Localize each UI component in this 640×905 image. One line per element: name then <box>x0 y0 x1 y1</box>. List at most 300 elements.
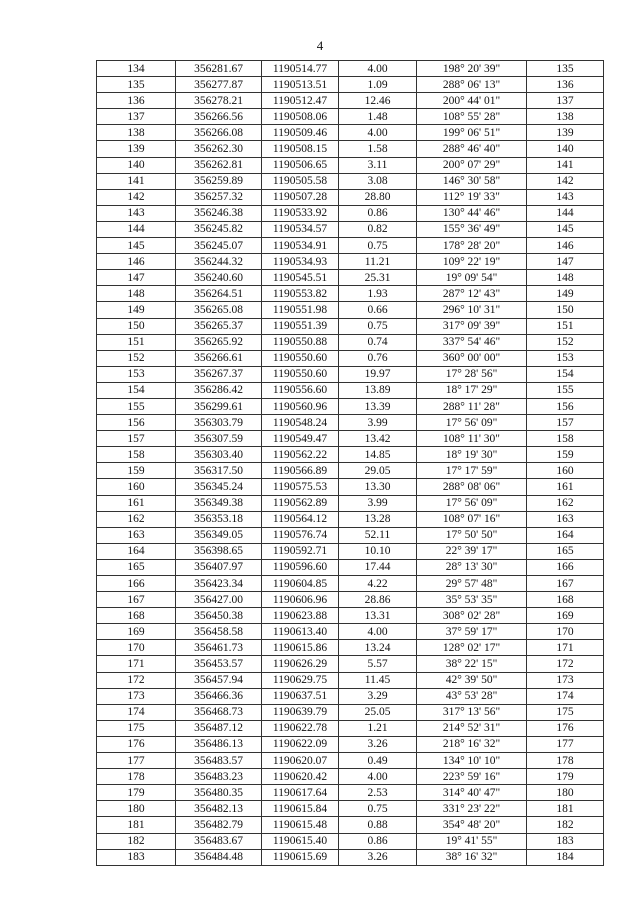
table-row <box>97 785 604 801</box>
distance-cell: 3.08 <box>339 173 417 189</box>
x-coordinate-cell: 356281.67 <box>176 61 262 77</box>
table-row <box>97 656 604 672</box>
y-coordinate-cell: 1190626.29 <box>262 656 339 672</box>
x-coordinate-cell: 356317.50 <box>176 463 262 479</box>
point-from-cell: 182 <box>97 833 176 849</box>
point-from-cell: 146 <box>97 254 176 270</box>
x-coordinate-cell: 356278.21 <box>176 93 262 109</box>
bearing-cell: 134° 10' 10" <box>417 753 527 769</box>
point-from-cell: 158 <box>97 447 176 463</box>
point-to-cell: 181 <box>527 801 604 817</box>
table-row <box>97 559 604 575</box>
y-coordinate-cell: 1190534.91 <box>262 238 339 254</box>
coordinates-table-body <box>97 61 604 866</box>
point-to-cell: 168 <box>527 592 604 608</box>
distance-cell: 0.75 <box>339 801 417 817</box>
point-to-cell: 139 <box>527 125 604 141</box>
point-from-cell: 164 <box>97 543 176 559</box>
distance-cell: 3.26 <box>339 736 417 752</box>
y-coordinate-cell: 1190604.85 <box>262 576 339 592</box>
point-from-cell: 174 <box>97 704 176 720</box>
y-coordinate-cell: 1190550.88 <box>262 334 339 350</box>
bearing-cell: 146° 30' 58" <box>417 173 527 189</box>
point-from-cell: 145 <box>97 238 176 254</box>
table-row <box>97 447 604 463</box>
point-to-cell: 156 <box>527 398 604 414</box>
bearing-cell: 354° 48' 20" <box>417 817 527 833</box>
point-from-cell: 161 <box>97 495 176 511</box>
distance-cell: 17.44 <box>339 559 417 575</box>
bearing-cell: 112° 19' 33" <box>417 189 527 205</box>
point-to-cell: 179 <box>527 769 604 785</box>
point-from-cell: 168 <box>97 608 176 624</box>
distance-cell: 1.09 <box>339 77 417 93</box>
point-from-cell: 140 <box>97 157 176 173</box>
point-to-cell: 174 <box>527 688 604 704</box>
table-row <box>97 221 604 237</box>
y-coordinate-cell: 1190534.93 <box>262 254 339 270</box>
x-coordinate-cell: 356267.37 <box>176 366 262 382</box>
point-to-cell: 175 <box>527 704 604 720</box>
point-to-cell: 149 <box>527 286 604 302</box>
table-row <box>97 254 604 270</box>
point-from-cell: 149 <box>97 302 176 318</box>
bearing-cell: 288° 08' 06" <box>417 479 527 495</box>
point-from-cell: 176 <box>97 736 176 752</box>
point-from-cell: 141 <box>97 173 176 189</box>
table-row <box>97 61 604 77</box>
point-to-cell: 158 <box>527 431 604 447</box>
table-row <box>97 511 604 527</box>
x-coordinate-cell: 356245.82 <box>176 221 262 237</box>
bearing-cell: 317° 13' 56" <box>417 704 527 720</box>
point-to-cell: 162 <box>527 495 604 511</box>
x-coordinate-cell: 356303.79 <box>176 415 262 431</box>
bearing-cell: 200° 44' 01" <box>417 93 527 109</box>
bearing-cell: 296° 10' 31" <box>417 302 527 318</box>
x-coordinate-cell: 356266.08 <box>176 125 262 141</box>
y-coordinate-cell: 1190556.60 <box>262 382 339 398</box>
bearing-cell: 42° 39' 50" <box>417 672 527 688</box>
y-coordinate-cell: 1190513.51 <box>262 77 339 93</box>
x-coordinate-cell: 356277.87 <box>176 77 262 93</box>
x-coordinate-cell: 356482.13 <box>176 801 262 817</box>
table-row <box>97 769 604 785</box>
y-coordinate-cell: 1190551.39 <box>262 318 339 334</box>
y-coordinate-cell: 1190533.92 <box>262 205 339 221</box>
point-to-cell: 165 <box>527 543 604 559</box>
x-coordinate-cell: 356484.48 <box>176 849 262 865</box>
table-row <box>97 640 604 656</box>
point-to-cell: 176 <box>527 720 604 736</box>
point-from-cell: 172 <box>97 672 176 688</box>
point-from-cell: 171 <box>97 656 176 672</box>
bearing-cell: 178° 28' 20" <box>417 238 527 254</box>
bearing-cell: 128° 02' 17" <box>417 640 527 656</box>
y-coordinate-cell: 1190550.60 <box>262 366 339 382</box>
bearing-cell: 17° 28' 56" <box>417 366 527 382</box>
y-coordinate-cell: 1190620.07 <box>262 753 339 769</box>
distance-cell: 13.42 <box>339 431 417 447</box>
point-to-cell: 161 <box>527 479 604 495</box>
y-coordinate-cell: 1190512.47 <box>262 93 339 109</box>
point-from-cell: 160 <box>97 479 176 495</box>
table-row <box>97 77 604 93</box>
bearing-cell: 360° 00' 00" <box>417 350 527 366</box>
point-from-cell: 142 <box>97 189 176 205</box>
y-coordinate-cell: 1190508.06 <box>262 109 339 125</box>
point-to-cell: 135 <box>527 61 604 77</box>
point-from-cell: 175 <box>97 720 176 736</box>
point-to-cell: 170 <box>527 624 604 640</box>
bearing-cell: 108° 55' 28" <box>417 109 527 125</box>
bearing-cell: 17° 17' 59" <box>417 463 527 479</box>
point-from-cell: 157 <box>97 431 176 447</box>
y-coordinate-cell: 1190562.22 <box>262 447 339 463</box>
y-coordinate-cell: 1190507.28 <box>262 189 339 205</box>
point-from-cell: 148 <box>97 286 176 302</box>
table-row <box>97 109 604 125</box>
table-row <box>97 350 604 366</box>
x-coordinate-cell: 356262.30 <box>176 141 262 157</box>
point-to-cell: 184 <box>527 849 604 865</box>
bearing-cell: 38° 16' 32" <box>417 849 527 865</box>
x-coordinate-cell: 356262.81 <box>176 157 262 173</box>
table-row <box>97 688 604 704</box>
bearing-cell: 19° 09' 54" <box>417 270 527 286</box>
table-row <box>97 157 604 173</box>
bearing-cell: 288° 11' 28" <box>417 398 527 414</box>
table-row <box>97 270 604 286</box>
bearing-cell: 317° 09' 39" <box>417 318 527 334</box>
x-coordinate-cell: 356265.37 <box>176 318 262 334</box>
point-to-cell: 167 <box>527 576 604 592</box>
point-to-cell: 147 <box>527 254 604 270</box>
bearing-cell: 314° 40' 47" <box>417 785 527 801</box>
y-coordinate-cell: 1190550.60 <box>262 350 339 366</box>
table-row <box>97 382 604 398</box>
distance-cell: 4.22 <box>339 576 417 592</box>
point-from-cell: 177 <box>97 753 176 769</box>
distance-cell: 25.05 <box>339 704 417 720</box>
y-coordinate-cell: 1190575.53 <box>262 479 339 495</box>
point-from-cell: 169 <box>97 624 176 640</box>
distance-cell: 19.97 <box>339 366 417 382</box>
y-coordinate-cell: 1190566.89 <box>262 463 339 479</box>
y-coordinate-cell: 1190551.98 <box>262 302 339 318</box>
x-coordinate-cell: 356299.61 <box>176 398 262 414</box>
bearing-cell: 109° 22' 19" <box>417 254 527 270</box>
point-to-cell: 144 <box>527 205 604 221</box>
distance-cell: 25.31 <box>339 270 417 286</box>
table-row <box>97 704 604 720</box>
bearing-cell: 37° 59' 17" <box>417 624 527 640</box>
point-from-cell: 151 <box>97 334 176 350</box>
y-coordinate-cell: 1190545.51 <box>262 270 339 286</box>
bearing-cell: 29° 57' 48" <box>417 576 527 592</box>
distance-cell: 13.39 <box>339 398 417 414</box>
point-to-cell: 155 <box>527 382 604 398</box>
bearing-cell: 17° 50' 50" <box>417 527 527 543</box>
table-row <box>97 415 604 431</box>
point-to-cell: 157 <box>527 415 604 431</box>
table-row <box>97 334 604 350</box>
y-coordinate-cell: 1190548.24 <box>262 415 339 431</box>
bearing-cell: 200° 07' 29" <box>417 157 527 173</box>
y-coordinate-cell: 1190615.40 <box>262 833 339 849</box>
distance-cell: 2.53 <box>339 785 417 801</box>
table-row <box>97 849 604 865</box>
table-row <box>97 93 604 109</box>
distance-cell: 3.99 <box>339 495 417 511</box>
distance-cell: 28.86 <box>339 592 417 608</box>
point-to-cell: 163 <box>527 511 604 527</box>
y-coordinate-cell: 1190534.57 <box>262 221 339 237</box>
distance-cell: 3.29 <box>339 688 417 704</box>
x-coordinate-cell: 356427.00 <box>176 592 262 608</box>
point-from-cell: 150 <box>97 318 176 334</box>
distance-cell: 1.58 <box>339 141 417 157</box>
table-row <box>97 463 604 479</box>
point-from-cell: 178 <box>97 769 176 785</box>
bearing-cell: 223° 59' 16" <box>417 769 527 785</box>
distance-cell: 0.86 <box>339 205 417 221</box>
x-coordinate-cell: 356480.35 <box>176 785 262 801</box>
distance-cell: 14.85 <box>339 447 417 463</box>
point-from-cell: 162 <box>97 511 176 527</box>
distance-cell: 0.82 <box>339 221 417 237</box>
y-coordinate-cell: 1190562.89 <box>262 495 339 511</box>
x-coordinate-cell: 356487.12 <box>176 720 262 736</box>
x-coordinate-cell: 356349.05 <box>176 527 262 543</box>
y-coordinate-cell: 1190615.86 <box>262 640 339 656</box>
table-row <box>97 189 604 205</box>
bearing-cell: 155° 36' 49" <box>417 221 527 237</box>
table-row <box>97 736 604 752</box>
table-row <box>97 302 604 318</box>
bearing-cell: 38° 22' 15" <box>417 656 527 672</box>
y-coordinate-cell: 1190592.71 <box>262 543 339 559</box>
y-coordinate-cell: 1190623.88 <box>262 608 339 624</box>
table-row <box>97 801 604 817</box>
table-row <box>97 286 604 302</box>
distance-cell: 5.57 <box>339 656 417 672</box>
table-row <box>97 543 604 559</box>
point-from-cell: 180 <box>97 801 176 817</box>
bearing-cell: 331° 23' 22" <box>417 801 527 817</box>
point-from-cell: 135 <box>97 77 176 93</box>
x-coordinate-cell: 356453.57 <box>176 656 262 672</box>
y-coordinate-cell: 1190622.78 <box>262 720 339 736</box>
y-coordinate-cell: 1190549.47 <box>262 431 339 447</box>
x-coordinate-cell: 356483.57 <box>176 753 262 769</box>
x-coordinate-cell: 356482.79 <box>176 817 262 833</box>
x-coordinate-cell: 356264.51 <box>176 286 262 302</box>
point-to-cell: 138 <box>527 109 604 125</box>
point-from-cell: 183 <box>97 849 176 865</box>
x-coordinate-cell: 356457.94 <box>176 672 262 688</box>
table-row <box>97 527 604 543</box>
point-to-cell: 140 <box>527 141 604 157</box>
point-to-cell: 178 <box>527 753 604 769</box>
point-from-cell: 156 <box>97 415 176 431</box>
point-to-cell: 141 <box>527 157 604 173</box>
point-from-cell: 159 <box>97 463 176 479</box>
x-coordinate-cell: 356266.56 <box>176 109 262 125</box>
bearing-cell: 218° 16' 32" <box>417 736 527 752</box>
distance-cell: 1.48 <box>339 109 417 125</box>
point-to-cell: 160 <box>527 463 604 479</box>
bearing-cell: 288° 46' 40" <box>417 141 527 157</box>
distance-cell: 0.66 <box>339 302 417 318</box>
distance-cell: 1.93 <box>339 286 417 302</box>
bearing-cell: 308° 02' 28" <box>417 608 527 624</box>
table-row <box>97 576 604 592</box>
bearing-cell: 287° 12' 43" <box>417 286 527 302</box>
x-coordinate-cell: 356423.34 <box>176 576 262 592</box>
point-to-cell: 177 <box>527 736 604 752</box>
distance-cell: 1.21 <box>339 720 417 736</box>
point-from-cell: 147 <box>97 270 176 286</box>
point-to-cell: 152 <box>527 334 604 350</box>
distance-cell: 3.11 <box>339 157 417 173</box>
point-from-cell: 165 <box>97 559 176 575</box>
point-from-cell: 144 <box>97 221 176 237</box>
y-coordinate-cell: 1190613.40 <box>262 624 339 640</box>
x-coordinate-cell: 356450.38 <box>176 608 262 624</box>
y-coordinate-cell: 1190639.79 <box>262 704 339 720</box>
distance-cell: 3.26 <box>339 849 417 865</box>
point-from-cell: 166 <box>97 576 176 592</box>
y-coordinate-cell: 1190622.09 <box>262 736 339 752</box>
distance-cell: 13.89 <box>339 382 417 398</box>
y-coordinate-cell: 1190514.77 <box>262 61 339 77</box>
x-coordinate-cell: 356483.23 <box>176 769 262 785</box>
x-coordinate-cell: 356266.61 <box>176 350 262 366</box>
y-coordinate-cell: 1190606.96 <box>262 592 339 608</box>
table-row <box>97 495 604 511</box>
distance-cell: 0.49 <box>339 753 417 769</box>
coordinates-table <box>96 60 604 866</box>
point-to-cell: 137 <box>527 93 604 109</box>
distance-cell: 0.76 <box>339 350 417 366</box>
distance-cell: 13.31 <box>339 608 417 624</box>
point-from-cell: 163 <box>97 527 176 543</box>
x-coordinate-cell: 356257.32 <box>176 189 262 205</box>
point-to-cell: 151 <box>527 318 604 334</box>
point-from-cell: 181 <box>97 817 176 833</box>
point-from-cell: 139 <box>97 141 176 157</box>
point-to-cell: 182 <box>527 817 604 833</box>
y-coordinate-cell: 1190553.82 <box>262 286 339 302</box>
y-coordinate-cell: 1190615.69 <box>262 849 339 865</box>
point-from-cell: 137 <box>97 109 176 125</box>
point-to-cell: 172 <box>527 656 604 672</box>
bearing-cell: 17° 56' 09" <box>417 415 527 431</box>
x-coordinate-cell: 356349.38 <box>176 495 262 511</box>
table-row <box>97 720 604 736</box>
distance-cell: 3.99 <box>339 415 417 431</box>
distance-cell: 28.80 <box>339 189 417 205</box>
point-from-cell: 143 <box>97 205 176 221</box>
point-to-cell: 171 <box>527 640 604 656</box>
table-row <box>97 125 604 141</box>
y-coordinate-cell: 1190620.42 <box>262 769 339 785</box>
x-coordinate-cell: 356398.65 <box>176 543 262 559</box>
table-row <box>97 238 604 254</box>
point-from-cell: 179 <box>97 785 176 801</box>
point-to-cell: 154 <box>527 366 604 382</box>
point-from-cell: 173 <box>97 688 176 704</box>
y-coordinate-cell: 1190560.96 <box>262 398 339 414</box>
y-coordinate-cell: 1190564.12 <box>262 511 339 527</box>
table-row <box>97 318 604 334</box>
table-row <box>97 205 604 221</box>
y-coordinate-cell: 1190615.48 <box>262 817 339 833</box>
point-from-cell: 134 <box>97 61 176 77</box>
bearing-cell: 130° 44' 46" <box>417 205 527 221</box>
y-coordinate-cell: 1190505.58 <box>262 173 339 189</box>
point-from-cell: 167 <box>97 592 176 608</box>
table-row <box>97 592 604 608</box>
distance-cell: 4.00 <box>339 624 417 640</box>
y-coordinate-cell: 1190508.15 <box>262 141 339 157</box>
page-number: 4 <box>316 38 324 53</box>
distance-cell: 12.46 <box>339 93 417 109</box>
point-from-cell: 154 <box>97 382 176 398</box>
point-to-cell: 166 <box>527 559 604 575</box>
x-coordinate-cell: 356466.36 <box>176 688 262 704</box>
point-from-cell: 170 <box>97 640 176 656</box>
y-coordinate-cell: 1190615.84 <box>262 801 339 817</box>
table-row <box>97 817 604 833</box>
table-row <box>97 173 604 189</box>
distance-cell: 10.10 <box>339 543 417 559</box>
table-row <box>97 753 604 769</box>
point-to-cell: 143 <box>527 189 604 205</box>
distance-cell: 13.30 <box>339 479 417 495</box>
point-to-cell: 183 <box>527 833 604 849</box>
table-row <box>97 398 604 414</box>
table-row <box>97 431 604 447</box>
distance-cell: 29.05 <box>339 463 417 479</box>
point-to-cell: 148 <box>527 270 604 286</box>
table-row <box>97 608 604 624</box>
bearing-cell: 17° 56' 09" <box>417 495 527 511</box>
x-coordinate-cell: 356303.40 <box>176 447 262 463</box>
point-to-cell: 173 <box>527 672 604 688</box>
point-to-cell: 159 <box>527 447 604 463</box>
y-coordinate-cell: 1190629.75 <box>262 672 339 688</box>
x-coordinate-cell: 356461.73 <box>176 640 262 656</box>
point-from-cell: 136 <box>97 93 176 109</box>
distance-cell: 4.00 <box>339 125 417 141</box>
bearing-cell: 288° 06' 13" <box>417 77 527 93</box>
point-to-cell: 169 <box>527 608 604 624</box>
x-coordinate-cell: 356245.07 <box>176 238 262 254</box>
x-coordinate-cell: 356407.97 <box>176 559 262 575</box>
y-coordinate-cell: 1190506.65 <box>262 157 339 173</box>
distance-cell: 11.21 <box>339 254 417 270</box>
y-coordinate-cell: 1190637.51 <box>262 688 339 704</box>
distance-cell: 4.00 <box>339 769 417 785</box>
x-coordinate-cell: 356458.58 <box>176 624 262 640</box>
x-coordinate-cell: 356265.92 <box>176 334 262 350</box>
x-coordinate-cell: 356240.60 <box>176 270 262 286</box>
table-row <box>97 141 604 157</box>
point-to-cell: 164 <box>527 527 604 543</box>
distance-cell: 0.88 <box>339 817 417 833</box>
